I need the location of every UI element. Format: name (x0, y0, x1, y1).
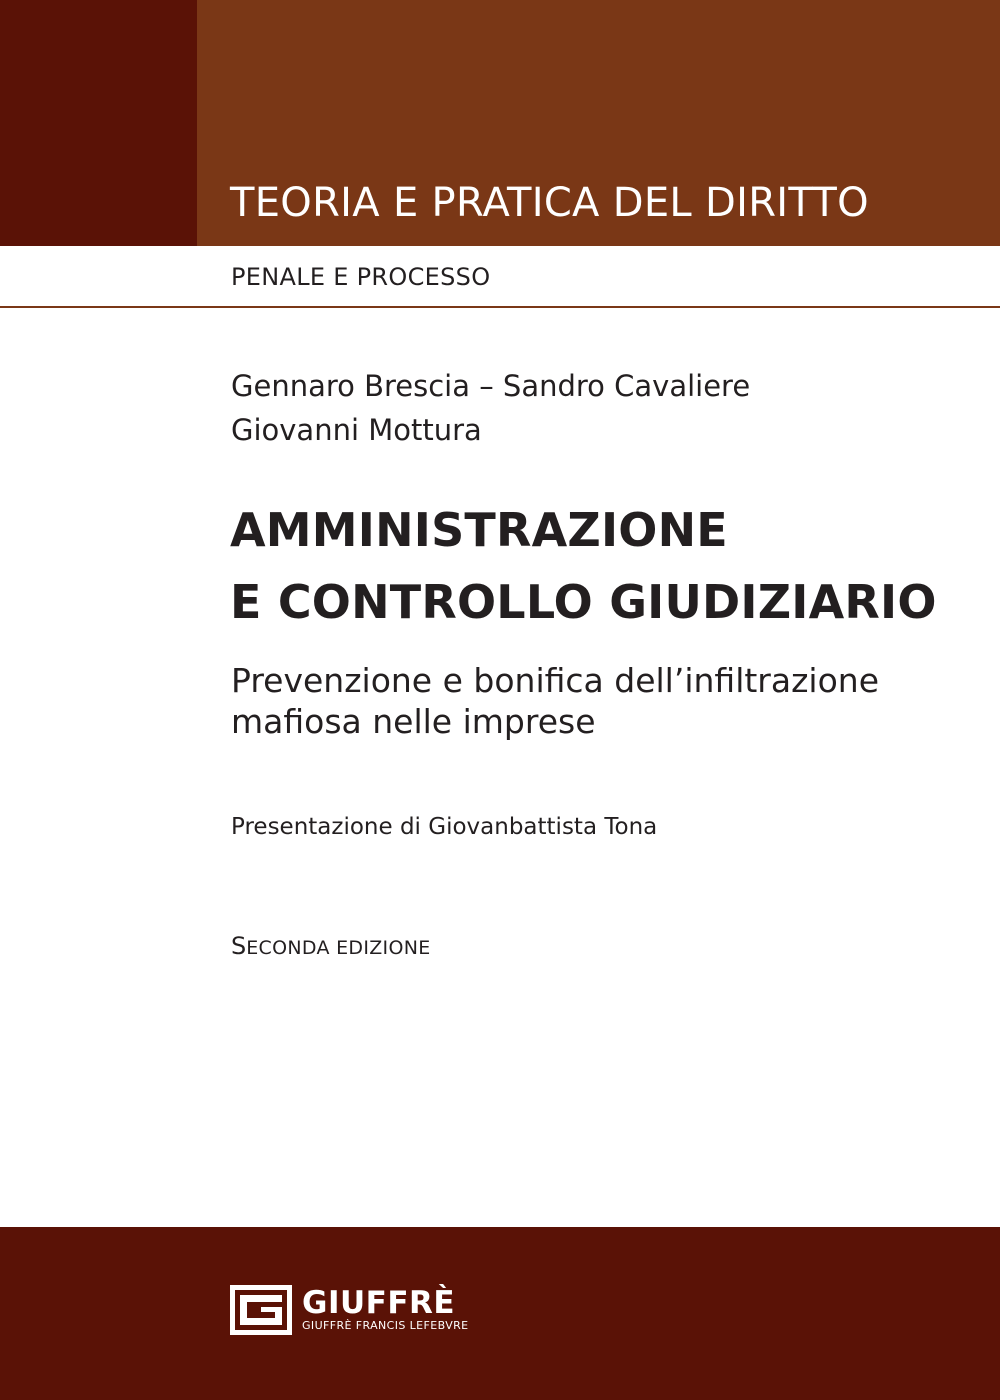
book-title-line-1: AMMINISTRAZIONE (230, 503, 728, 557)
publisher-logo (230, 1285, 469, 1335)
book-subtitle-line-2: mafiosa nelle imprese (231, 702, 596, 741)
series-subtitle: PENALE E PROCESSO (231, 263, 491, 291)
top-band-dark (0, 0, 197, 246)
publisher-tagline: GIUFFRÈ FRANCIS LEFEBVRE (302, 1319, 469, 1332)
bottom-band (0, 1227, 1000, 1400)
book-title-line-2: E CONTROLLO GIUDIZIARIO (230, 575, 937, 629)
edition-rest: ECONDA EDIZIONE (246, 937, 431, 959)
giuffre-logo-mark-icon (230, 1285, 292, 1335)
header-divider (0, 306, 1000, 308)
authors-line-2: Giovanni Mottura (231, 413, 482, 447)
edition-label (231, 932, 431, 960)
book-subtitle-line-1: Prevenzione e bonifica dell’infiltrazione (231, 661, 879, 700)
series-title: TEORIA E PRATICA DEL DIRITTO (230, 180, 869, 226)
publisher-logo-text (302, 1287, 469, 1333)
presentation-credit: Presentazione di Giovanbattista Tona (231, 814, 658, 840)
publisher-name: GIUFFRÈ (302, 1285, 456, 1321)
edition-initial: S (231, 932, 247, 960)
authors-line-1: Gennaro Brescia – Sandro Cavaliere (231, 369, 751, 403)
